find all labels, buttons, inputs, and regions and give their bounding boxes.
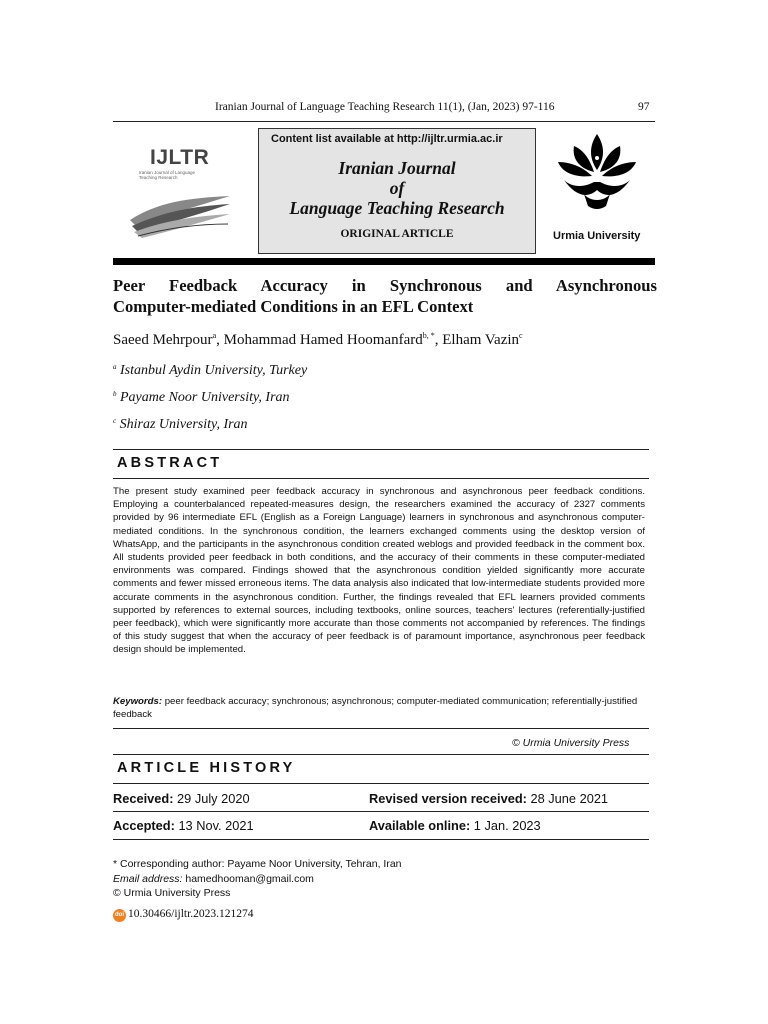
abstract-copyright: © Urmia University Press xyxy=(512,737,630,749)
email-label: Email address: xyxy=(113,873,183,885)
history-top-rule xyxy=(113,754,649,755)
online-date: 1 Jan. 2023 xyxy=(473,818,541,833)
journal-title-line: of xyxy=(389,178,405,198)
affiliation-text: Payame Noor University, Iran xyxy=(120,390,290,405)
revised-date: 28 June 2021 xyxy=(530,791,609,806)
abstract-heading: ABSTRACT xyxy=(117,455,223,471)
article-history-heading: ARTICLE HISTORY xyxy=(117,760,296,776)
abstract-top-rule xyxy=(113,449,649,450)
journal-cover-logo: IJLTR xyxy=(150,146,210,169)
affiliation-item xyxy=(113,390,290,406)
history-available-online xyxy=(369,818,541,833)
journal-cover-subtitle: Iranian Journal of Language Teaching Research xyxy=(139,170,196,180)
doi-icon: doi xyxy=(113,909,126,922)
journal-title-line: Iranian Journal xyxy=(338,158,456,178)
affiliation-text: Shiraz University, Iran xyxy=(119,417,248,432)
page-number: 97 xyxy=(638,101,650,113)
email-note xyxy=(113,873,314,885)
abstract-body: The present study examined peer feedback accuracy in synchronous and asynchronous peer feedback conditions. Employing a counterbalanced repeated-measures design, the researchers examined the accuracy of 2327 comments provided by 96 intermediate EFL (English as a Foreign Language) learners in synchronous and asynchronous computer-mediated conditions. In the synchronous condition, the learners exchanged comments using the desktop version of WhatsApp, and the participants in the asynchronous condition created weblogs and provided feedback in the comment box. All students provided peer feedback in both conditions, and the accuracy of their comments in these computer-mediated environments was compared. Findings showed that the asynchronous condition yielded significantly more accurate comments and fewer missed erroneous items. The data analysis also indicated that low-intermediate students provided more accurate comments in the asynchronous condition. Further, the findings revealed that EFL learners provided comments supported by references to external sources, including textbooks, online sources, teachers' lectures (referentially-justified peer feedback), which were significantly more accurate than those comments not accompanied by references. The findings of this study suggest that when the accuracy of peer feedback is of paramount importance, asynchronous peer feedback design should be implemented. xyxy=(113,486,645,656)
article-title-line-2: Computer-mediated Conditions in an EFL Context xyxy=(113,297,474,316)
doi-link[interactable]: 10.30466/ijltr.2023.121274 xyxy=(128,908,254,920)
author-affiliation-marker: c xyxy=(519,331,523,340)
keywords-text: peer feedback accuracy; synchronous; asynchronous; computer-mediated communication; referentially-justified feedback xyxy=(113,696,638,721)
history-accepted xyxy=(113,818,254,833)
author-name: Elham Vazin xyxy=(442,332,520,348)
article-type-label: ORIGINAL ARTICLE xyxy=(340,228,454,240)
masthead-bottom-bar xyxy=(113,258,655,265)
history-heading-rule xyxy=(113,783,649,784)
running-header-citation: Iranian Journal of Language Teaching Research 11(1), (Jan, 2023) 97-116 xyxy=(215,101,555,113)
affiliation-marker: b xyxy=(113,390,117,398)
journal-cover-swoosh xyxy=(128,192,232,242)
author-affiliation-marker: b, * xyxy=(422,331,435,340)
content-list-link[interactable]: Content list available at http://ijltr.urmia.ac.ir xyxy=(271,133,503,145)
accepted-date: 13 Nov. 2021 xyxy=(178,818,254,833)
journal-title xyxy=(258,158,536,218)
affiliation-item xyxy=(113,417,248,433)
history-bottom-rule xyxy=(113,839,649,840)
accepted-label: Accepted: xyxy=(113,818,175,833)
footnote-copyright: © Urmia University Press xyxy=(113,887,231,899)
history-row-rule xyxy=(113,811,649,812)
author-separator: , xyxy=(216,332,224,348)
history-revised xyxy=(369,791,608,806)
author-list xyxy=(113,331,523,349)
abstract-heading-rule xyxy=(113,478,649,479)
corresponding-author-note: * Corresponding author: Payame Noor University, Tehran, Iran xyxy=(113,858,402,870)
received-label: Received: xyxy=(113,791,174,806)
university-name: Urmia University xyxy=(553,230,641,242)
author-name: Saeed Mehrpour xyxy=(113,332,213,348)
abstract-bottom-rule xyxy=(113,728,649,729)
online-label: Available online: xyxy=(369,818,471,833)
email-address[interactable]: hamedhooman@gmail.com xyxy=(185,873,314,885)
history-received xyxy=(113,791,250,806)
affiliation-marker: c xyxy=(113,417,117,425)
journal-title-line: Language Teaching Research xyxy=(289,198,505,218)
affiliation-item xyxy=(113,363,307,379)
keywords-label: Keywords: xyxy=(113,696,163,707)
author-affiliation-marker: a xyxy=(212,331,217,340)
author-name: Mohammad Hamed Hoomanfard xyxy=(223,332,423,348)
affiliation-marker: a xyxy=(113,363,117,371)
article-title-line-1: Peer Feedback Accuracy in Synchronous and Asynchronous xyxy=(113,276,657,295)
revised-label: Revised version received: xyxy=(369,791,527,806)
affiliation-text: Istanbul Aydin University, Turkey xyxy=(120,363,308,378)
keywords-block xyxy=(113,695,645,721)
received-date: 29 July 2020 xyxy=(177,791,250,806)
author-separator: , xyxy=(434,332,443,348)
header-divider xyxy=(113,121,655,122)
urmia-university-emblem-icon xyxy=(554,128,640,212)
